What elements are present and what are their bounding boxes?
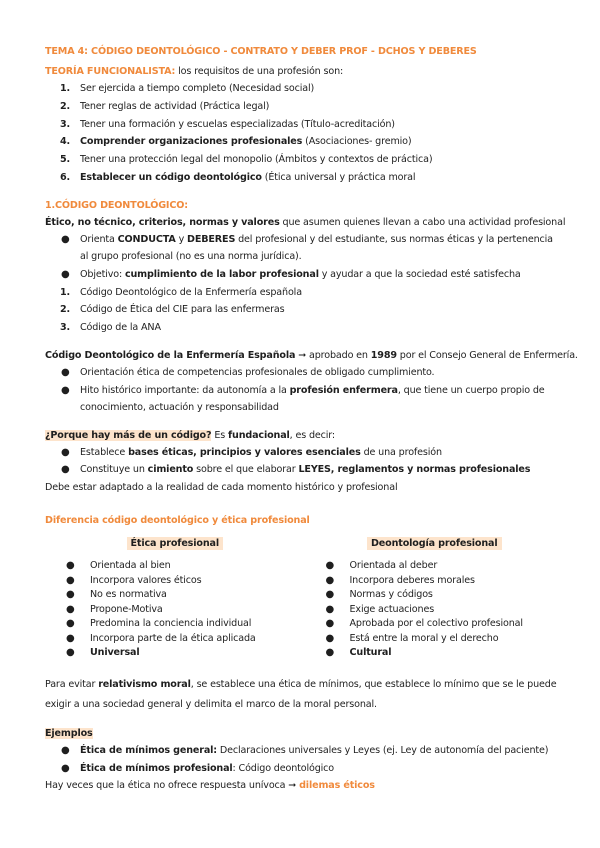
deontologia-column	[305, 535, 565, 661]
list-item: ● Establece bases éticas, principios y valores esenciales de una profesión	[61, 446, 442, 458]
list-item: ● Está entre la moral y el derecho	[325, 632, 499, 644]
list-item: ● Cultural	[325, 647, 392, 659]
list-item: ● Orientación ética de competencias profesionales de obligado cumplimiento.	[61, 366, 435, 378]
list-item: 2. Código de Ética del CIE para las enfermeras	[60, 304, 285, 316]
list-item: 4. Comprender organizaciones profesionales (Asociaciones- gremio)	[60, 136, 412, 148]
codigo-heading: 1.CÓDIGO DEONTOLÓGICO:	[45, 199, 188, 211]
list-item: ● Orientada al deber	[325, 559, 438, 571]
list-item: ● Ética de mínimos general: Declaraciones universales y Leyes (ej. Ley de autonomía del paciente)	[61, 745, 549, 757]
list-item: ● Incorpora parte de la ética aplicada	[66, 632, 256, 644]
teoria-list	[45, 80, 564, 187]
deontologia-title: Deontología profesional	[367, 537, 502, 550]
list-item: ● Constituye un cimiento sobre el que elaborar LEYES, reglamentos y normas profesionales	[61, 464, 531, 476]
list-item: ● Ética de mínimos profesional: Código deontológico	[61, 762, 335, 774]
list-item: 1. Ser ejercida a tiempo completo (Necesidad social)	[60, 83, 315, 94]
list-item: ● Predomina la conciencia individual	[66, 618, 252, 630]
ejemplos-heading: Ejemplos	[45, 728, 93, 740]
list-item: ● Incorpora valores éticos	[66, 574, 202, 586]
list-item: 6. Establecer un código deontológico (Ética universal y práctica moral	[60, 171, 416, 183]
list-item: ● Incorpora deberes morales	[325, 574, 475, 586]
codigo-list	[45, 284, 564, 337]
porque-intro: ¿Porque hay más de un código? Es fundacional, es decir:	[45, 429, 336, 441]
codigo-intro: Ético, no técnico, criterios, normas y valores que asumen quienes llevan a cabo una actividad profesional	[45, 216, 566, 228]
diferencia-heading: Diferencia código deontológico y ética profesional	[45, 514, 310, 526]
ejemplos-bullets	[45, 742, 564, 777]
porque-question: ¿Porque hay más de un código?	[45, 429, 212, 441]
list-item: ● Orienta CONDUCTA y DEBERES del profesional y del estudiante, sus normas éticas y la pertenencia al grupo profesional (no es una norma jurídica).	[61, 233, 553, 263]
list-item: 2. Tener reglas de actividad (Práctica legal)	[60, 100, 270, 112]
list-item: 3. Código de la ANA	[60, 322, 161, 334]
list-item: 3. Tener una formación y escuelas especializadas (Título-acreditación)	[60, 118, 395, 130]
list-item: ● Objetivo: cumplimiento de la labor profesional y ayudar a que la sociedad esté satisfecha	[61, 268, 521, 280]
teoria-label: TEORÍA FUNCIONALISTA:	[45, 66, 176, 77]
page-title: TEMA 4: CÓDIGO DEONTOLÓGICO - CONTRATO Y DEBER PROF - DCHOS Y DEBERES	[45, 46, 477, 57]
espanola-intro: Código Deontológico de la Enfermería Española ➞ aprobado en 1989 por el Consejo General de Enfermería.	[45, 349, 578, 361]
list-item: ● Orientada al bien	[66, 559, 171, 571]
list-item: ● Hito histórico importante: da autonomía a la profesión enfermera, que tiene un cuerpo propio de conocimiento, actuación y responsabilidad	[61, 384, 545, 414]
etica-column	[45, 535, 305, 661]
list-item: 5. Tener una protección legal del monopolio (Ámbitos y contextos de práctica)	[60, 154, 433, 166]
list-item: ● Normas y códigos	[325, 589, 433, 601]
comparison-columns	[45, 535, 564, 661]
list-item: ● Aprobada por el colectivo profesional	[325, 618, 523, 630]
dilemas-line: Hay veces que la ética no ofrece respuesta unívoca ➞ dilemas éticos	[45, 780, 375, 792]
relativismo-paragraph: Para evitar relativismo moral, se establece una ética de mínimos, que establece lo mínimo que se le puede exigir a una sociedad general y delimita el marco de la moral personal.	[45, 679, 557, 711]
codigo-bullets	[45, 231, 564, 284]
list-item: ● Exige actuaciones	[325, 603, 435, 615]
espanola-bullets	[45, 364, 564, 417]
porque-bullets	[45, 444, 564, 479]
porque-footer: Debe estar adaptado a la realidad de cada momento histórico y profesional	[45, 481, 398, 493]
teoria-intro: TEORÍA FUNCIONALISTA: los requisitos de una profesión son:	[45, 66, 344, 77]
list-item: 1. Código Deontológico de la Enfermería española	[60, 286, 302, 298]
list-item: ● Universal	[66, 647, 140, 659]
list-item: ● Propone-Motiva	[66, 603, 163, 615]
list-item: ● No es normativa	[66, 589, 167, 601]
etica-title: Ética profesional	[127, 537, 223, 550]
